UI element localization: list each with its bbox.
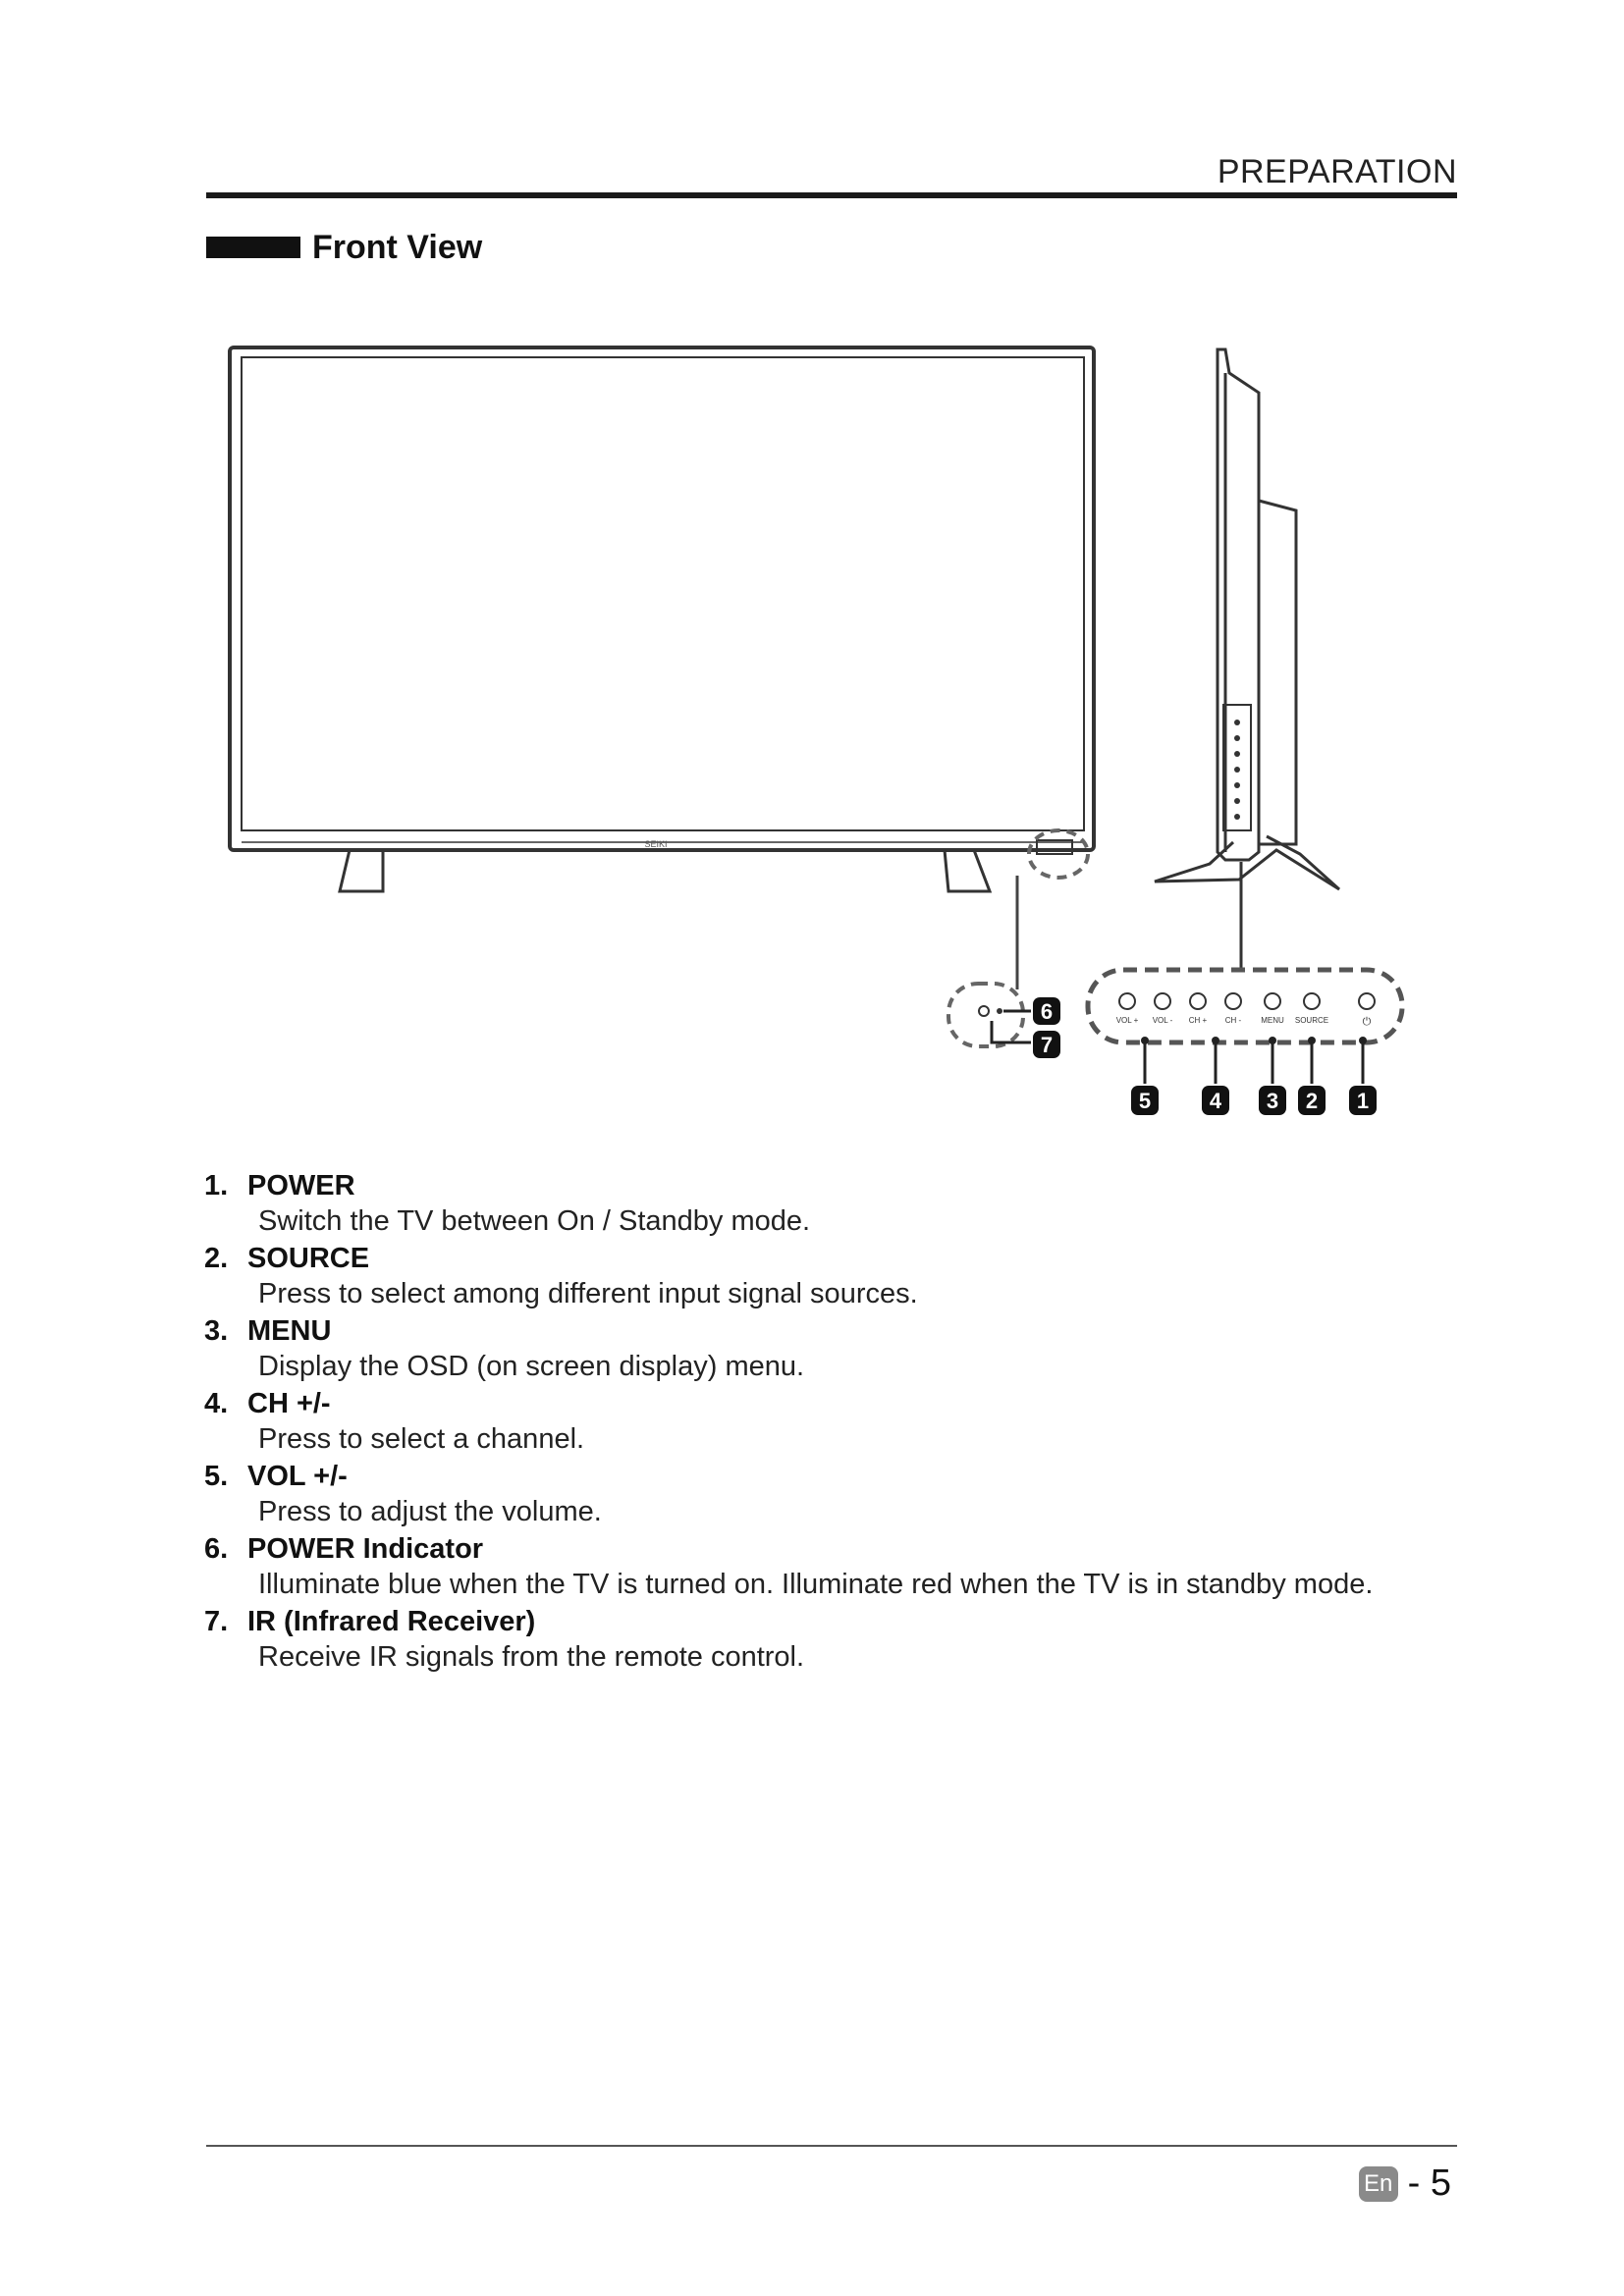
callout-4: 4 bbox=[1209, 1089, 1222, 1113]
tv-side bbox=[1155, 349, 1339, 970]
callout-6: 6 bbox=[1040, 999, 1054, 1024]
callout-2: 2 bbox=[1305, 1089, 1319, 1113]
callout-5: 5 bbox=[1138, 1089, 1152, 1113]
callout-7: 7 bbox=[1040, 1033, 1054, 1057]
item-title: MENU bbox=[247, 1315, 332, 1347]
btn-label-vol-minus: VOL - bbox=[1152, 1016, 1173, 1025]
item-description: Press to adjust the volume. bbox=[258, 1496, 602, 1527]
callout-1: 1 bbox=[1356, 1089, 1370, 1113]
btn-label-vol-plus: VOL + bbox=[1115, 1016, 1139, 1025]
callout-3: 3 bbox=[1266, 1089, 1279, 1113]
item-description: Press to select a channel. bbox=[258, 1423, 585, 1455]
item-description: Receive IR signals from the remote control. bbox=[258, 1641, 805, 1673]
item-number: 2. bbox=[204, 1243, 229, 1274]
item-title: POWER bbox=[247, 1170, 355, 1201]
heading-title: Front View bbox=[312, 228, 483, 266]
list-item bbox=[204, 1313, 1481, 1384]
item-number: 3. bbox=[204, 1315, 229, 1347]
list-item bbox=[204, 1604, 1481, 1675]
item-description: Press to select among different input signal sources. bbox=[258, 1278, 918, 1309]
list-item bbox=[204, 1241, 1481, 1311]
btn-label-power: ⏻ bbox=[1362, 1016, 1372, 1028]
control-descriptions bbox=[204, 1168, 1481, 1677]
section-header: PREPARATION bbox=[1217, 153, 1457, 190]
tv-brand-label: SEIKI bbox=[644, 839, 668, 849]
item-description: Switch the TV between On / Standby mode. bbox=[258, 1205, 811, 1237]
btn-label-source: SOURCE bbox=[1294, 1016, 1329, 1025]
btn-label-ch-minus: CH - bbox=[1224, 1016, 1242, 1025]
list-item bbox=[204, 1386, 1481, 1457]
item-number: 6. bbox=[204, 1533, 229, 1565]
item-number: 4. bbox=[204, 1388, 229, 1419]
item-title: SOURCE bbox=[247, 1243, 370, 1274]
button-panel-zoom bbox=[1088, 970, 1402, 1084]
item-title: CH +/- bbox=[247, 1388, 331, 1419]
page-number-text: - 5 bbox=[1407, 2163, 1451, 2204]
item-title: VOL +/- bbox=[247, 1461, 348, 1492]
list-item bbox=[204, 1459, 1481, 1529]
item-title: POWER Indicator bbox=[247, 1533, 484, 1565]
item-number: 7. bbox=[204, 1606, 229, 1637]
btn-label-ch-plus: CH + bbox=[1188, 1016, 1208, 1025]
item-number: 5. bbox=[204, 1461, 229, 1492]
item-description: Illuminate blue when the TV is turned on. Illuminate red when the TV is in standby mode. bbox=[258, 1569, 1374, 1600]
btn-label-menu: MENU bbox=[1261, 1016, 1284, 1025]
item-title: IR (Infrared Receiver) bbox=[247, 1606, 536, 1637]
ir-panel-zoom bbox=[948, 984, 1031, 1046]
footer-rule bbox=[206, 2145, 1457, 2147]
tv-front bbox=[230, 347, 1094, 891]
item-number: 1. bbox=[204, 1170, 229, 1201]
list-item bbox=[204, 1531, 1481, 1602]
page-number bbox=[1359, 2163, 1451, 2205]
language-badge: En bbox=[1359, 2166, 1398, 2202]
list-item bbox=[204, 1168, 1481, 1239]
item-description: Display the OSD (on screen display) menu. bbox=[258, 1351, 805, 1382]
